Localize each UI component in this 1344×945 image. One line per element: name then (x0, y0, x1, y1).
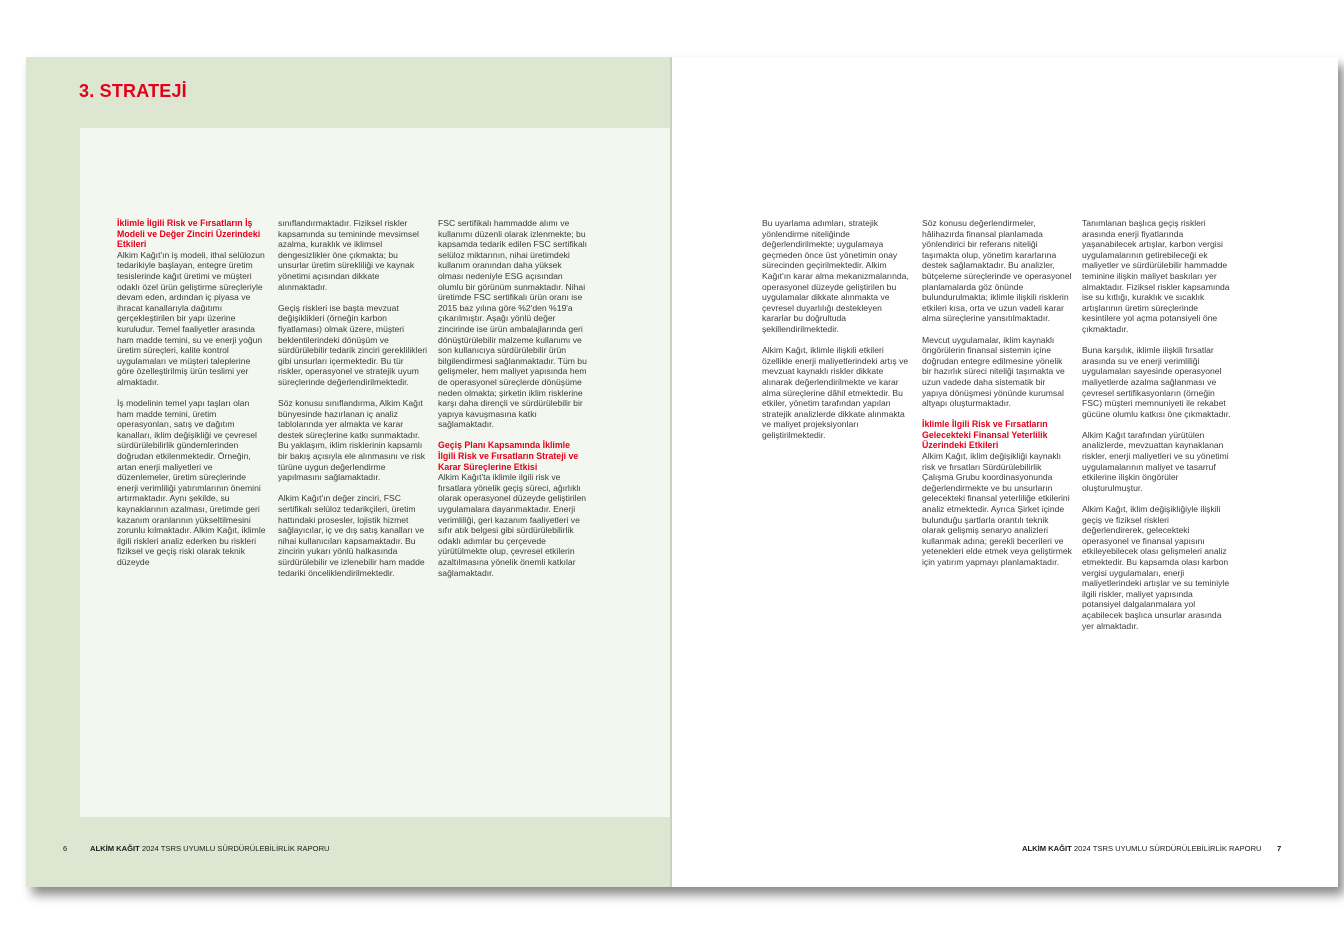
section-heading: İklimle İlgili Risk ve Fırsatların Gelecekteki Finansal Yeterlilik Üzerindeki Etkileri (922, 419, 1048, 451)
footer-brand: ALKİM KAĞIT (90, 844, 140, 853)
report-spread (26, 57, 1338, 887)
paragraph: sınıflandırmaktadır. Fiziksel riskler kapsamında su temininde mevsimsel azalma, kuraklık ve iklimsel dengesizlikler öne çıkmakta; bu unsurlar üretim sürekliliği ve kaynak yönetimi açısından dikkate alınmaktadır. (278, 218, 419, 292)
paragraph: Mevcut uygulamalar, iklim kaynaklı öngörülerin finansal sistemin içine doğrudan entegre edilmesine yönelik bir hazırlık süreci niteliği taşımakta ve uzun vadede daha sistematik bir yapıya dönüşmesi yönünde kurumsal altyapı oluşturmaktadır. (922, 334, 1065, 409)
paragraph: FSC sertifikalı hammadde alımı ve kullanımı düzenli olarak izlenmekte; bu kapsamda tedarik edilen FSC sertifikalı selüloz miktarının, nihai üretimdeki kullanım oranından daha yüksek olması nedeniyle ESG açısından olumlu bir görünüm sunmaktadır. Nihai üretimde FSC sertifikalı ürün oranı ise 2015 baz yılına göre %2'den %19'a çıkarılmıştır. Aşağı yönlü değer zincirinde ise ürün ambalajlarında geri dönüştürülebilir malzeme kullanımı ve son kullanıcıya sürdürülebilir ürün bilgilendirmesi sağlanmaktadır. Tüm bu gelişmeler, hem maliyet yapısında hem de operasyonel süreçlerde dönüşüme neden olmakta; şirketin iklim risklerine karşı daha dirençli ve sürdürülebilir bir yapıya kavuşmasına katkı sağlamaktadır. (438, 218, 588, 430)
paragraph: Söz konusu sınıflandırma, Alkim Kağıt bünyesinde hazırlanan iç analiz tablolarında yer almakta ve karar destek süreçlerine katkı sunmaktadır. Bu yaklaşım, iklim risklerinin kapsamlı bir bakış açısıyla ele alınmasını ve risk türüne uygun değerlendirme yapılmasını sağlamaktadır. (278, 398, 426, 483)
text-column-1 (117, 218, 267, 578)
page-title: 3. STRATEJİ (79, 81, 187, 101)
text-column-3 (438, 218, 588, 589)
footer-brand: ALKİM KAĞIT (1022, 844, 1072, 853)
paragraph: Bu uyarlama adımları, stratejik yönlendirme niteliğinde değerlendirilmekte; uygulamaya geçmeden önce üst yönetimin onay sürecinden geçirilmektedir. Alkim Kağıt'ın karar alma mekanizmalarında, operasyonel düzeyde geliştirilen bu uygulamalar dikkate alınmakta ve çevresel duyarlılığı destekleyen kararlar bu doğrultuda şekillendirilmektedir. (762, 218, 909, 334)
paragraph: Alkim Kağıt'ın değer zinciri, FSC sertifikalı selüloz tedarikçileri, üretim hattındaki prosesler, lojistik hizmet sağlayıcılar, iç ve dış satış kanalları ve nihai kullanıcıları kapsamaktadır. Bu zincirin yukarı yönlü halkasında sürdürülebilir ve izlenebilir ham madde tedariki önceliklendirilmektedir. (278, 493, 425, 578)
right-page (672, 57, 1338, 887)
page-number-left: 6 (63, 844, 68, 853)
footer-text: 2024 TSRS UYUMLU SÜRDÜRÜLEBİLİRLİK RAPORU (139, 844, 330, 853)
paragraph: Buna karşılık, iklimle ilişkili fırsatlar arasında su ve enerji verimliliği uygulamaları sayesinde operasyonel maliyetlerde azalma sağlanması ve çevresel sertifikasyonların (örneğin FSC) müşteri memnuniyeti ile rekabet gücüne olumlu katkısı öne çıkmaktadır. (1082, 345, 1231, 419)
text-column-6 (1082, 218, 1232, 642)
paragraph: Alkim Kağıt'ın iş modeli, ithal selülozun tedarikiyle başlayan, entegre üretim tesislerinde kağıt üretimi ve müşteri odaklı özel ürün geliştirme süreçleriyle devam eden, ardından iç piyasa ve ihracat kanallarıyla dağıtımı gerçekleştirilen bir yapı üzerine kuruludur. Temel faaliyetler arasında ham madde temini, su ve enerji yoğun üretim süreçleri, kalite kontrol uygulamaları ve müşteri taleplerine göre özelleştirilmiş ürün teslimi yer almaktadır. (117, 249, 265, 387)
text-column-2 (278, 218, 428, 589)
section-heading: Geçiş Planı Kapsamında İklimle İlgili Risk ve Fırsatların Strateji ve Karar Süreçlerine Etkisi (438, 440, 579, 472)
page-number-right: 7 (1277, 844, 1282, 853)
footer-text: 2024 TSRS UYUMLU SÜRDÜRÜLEBİLİRLİK RAPORU (1071, 844, 1262, 853)
footer-right (1022, 844, 1262, 853)
footer-left (90, 844, 330, 853)
paragraph: Tanımlanan başlıca geçiş riskleri arasında enerji fiyatlarında yaşanabilecek artışlar, karbon vergisi uygulamalarının getirebileceği ek maliyetler ve sürdürülebilir hammadde teminine ilişkin maliyet baskıları yer almaktadır. Fiziksel riskler kapsamında ise su kıtlığı, kuraklık ve sıcaklık artışlarının üretim süreçlerinde kesintilere yol açma potansiyeli öne çıkmaktadır. (1082, 218, 1230, 334)
paragraph: Alkim Kağıt, iklim değişikliğiyle ilişkili geçiş ve fiziksel riskleri değerlendirerek, gelecekteki operasyonel ve finansal yapısını etkileyebilecek olası gelişmeleri analiz etmektedir. Bu kapsamda olası karbon vergisi uygulamaları, enerji maliyetlerindeki artışlar ve su teminiyle ilgili riskler, maliyet yapısında potansiyel dalgalanmalara yol açabilecek başlıca unsurlar arasında yer almaktadır. (1082, 504, 1230, 631)
paragraph: Alkim Kağıt, iklim değişikliği kaynaklı risk ve fırsatları Sürdürülebilirlik Çalışma Grubu koordinasyonunda değerlendirmekte ve bu unsurların gelecekteki finansal yeterliliğe etkilerini analiz etmektedir. Ayrıca Şirket içinde bulunduğu şartlarla orantılı teknik olarak gelişmiş senaryo analizleri kullanmak adına; gerekli becerileri ve yetenekleri elde etmek veya geliştirmek için yatırım yapmayı planlamaktadır. (922, 451, 1072, 567)
paragraph: Alkim Kağıt, iklimle ilişkili etkileri özellikle enerji maliyetlerindeki artış ve mevzuat kaynaklı riskler dikkate alınarak değerlendirilmekte ve karar alma süreçlerine dâhil etmektedir. Bu etkiler, yönetim tarafından yapılan stratejik analizlerde dikkate alınmakta ve maliyet projeksiyonları geliştirilmektedir. (762, 345, 909, 440)
text-column-4 (762, 218, 912, 451)
paragraph: Söz konusu değerlendirmeler, hâlihazırda finansal planlamada yönlendirici bir referans niteliği taşımakta olup, yönetim kararlarına destek sağlamaktadır. Bu analizler, bütçeleme süreçlerinde ve operasyonel planlamalarda göz önünde bulundurulmakta; iklimle ilişkili risklerin etkileri kısa, orta ve uzun vadeli karar alma süreçlerine yansıtılmaktadır. (922, 218, 1072, 324)
section-heading: İklimle İlgili Risk ve Fırsatların İş Modeli ve Değer Zinciri Üzerindeki Etkileri (117, 218, 261, 250)
paragraph: Geçiş riskleri ise başta mevzuat değişiklikleri (örneğin karbon fiyatlaması) olmak üzere, müşteri beklentilerindeki dönüşüm ve sürdürülebilir tedarik zinciri gereklilikleri gibi unsurları içermektedir. Bu tür riskler, operasyonel ve stratejik uyum süreçlerinde değerlendirilmektedir. (278, 302, 428, 387)
left-page (26, 57, 672, 887)
paragraph: Alkim Kağıt tarafından yürütülen analizlerde, mevzuattan kaynaklanan riskler, enerji maliyetleri ve su yönetimi uygulamalarının maliyet ve tasarruf etkilerine ilişkin öngörüler oluşturulmuştur. (1082, 429, 1229, 493)
paragraph: İş modelinin temel yapı taşları olan ham madde temini, üretim operasyonları, satış ve dağıtım kanalları, iklim değişikliği ve çevresel sürdürülebilirlik gündemlerinden doğrudan etkilenmektedir. Örneğin, artan enerji maliyetleri ve düzenlemeler, üretim süreçlerinde enerji verimliliği yatırımlarının önemini artırmaktadır. Aynı şekilde, su kaynaklarının azalması, üretimde geri kazanım oranlarının yükseltilmesini zorunlu kılmaktadır. Alkim Kağıt, iklimle ilgili riskleri analiz ederken bu riskleri fiziksel ve geçiş riski olarak teknik düzeyde (117, 398, 266, 567)
text-column-5 (922, 218, 1072, 578)
paragraph: Alkim Kağıt'ta iklimle ilgili risk ve fırsatlara yönelik geçiş süreci, ağırlıklı olarak operasyonel düzeyde geliştirilen uygulamalara dayanmaktadır. Enerji verimliliği, geri kazanım faaliyetleri ve sıfır atık belgesi gibi sürdürülebilirlik odaklı adımlar bu çerçevede yürütülmekte olup, çevresel etkilerin azaltılmasına yönelik önemli katkılar sağlamaktadır. (438, 472, 587, 578)
